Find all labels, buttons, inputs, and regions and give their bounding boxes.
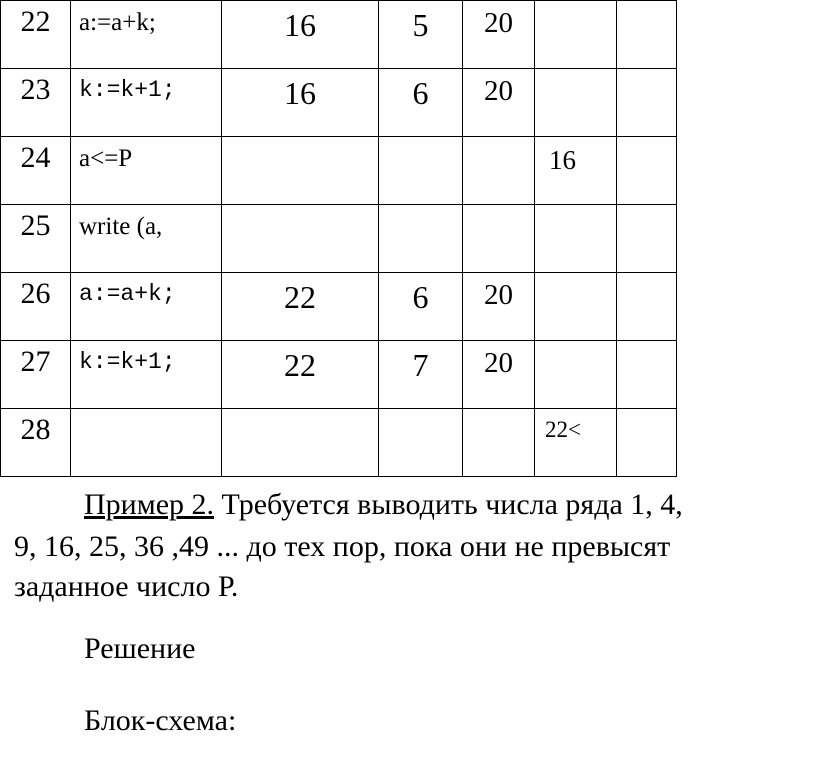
step-number-cell: 28	[1, 409, 71, 477]
value-k-cell	[379, 409, 463, 477]
value-p-cell: 20	[463, 1, 535, 69]
table-row	[1, 1, 677, 69]
value-k-cell: 6	[379, 273, 463, 341]
table-row	[1, 273, 677, 341]
condition-cell	[535, 205, 617, 273]
value-a-cell	[222, 205, 379, 273]
example-text-1: Требуется выводить числа ряда 1, 4,	[214, 488, 683, 521]
statement-cell: k:=k+1;	[71, 341, 222, 409]
condition-cell	[535, 273, 617, 341]
value-a-cell	[222, 137, 379, 205]
statement-cell: a<=P	[71, 137, 222, 205]
example-line-2: 9, 16, 25, 36 ,49 ... до тех пор, пока они не превысят	[14, 530, 671, 563]
value-a-cell: 22	[222, 273, 379, 341]
value-p-cell	[463, 137, 535, 205]
solution-heading: Решение	[84, 632, 196, 665]
table-row	[1, 69, 677, 137]
value-k-cell	[379, 205, 463, 273]
empty-cell	[617, 1, 677, 69]
value-p-cell	[463, 205, 535, 273]
value-k-cell: 6	[379, 69, 463, 137]
empty-cell	[617, 137, 677, 205]
statement-cell: write (a,	[71, 205, 222, 273]
value-k-cell: 5	[379, 1, 463, 69]
table-row	[1, 137, 677, 205]
condition-cell	[535, 341, 617, 409]
statement-cell: k:=k+1;	[71, 69, 222, 137]
step-number-cell: 22	[1, 1, 71, 69]
value-k-cell	[379, 137, 463, 205]
value-p-cell	[463, 409, 535, 477]
value-k-cell: 7	[379, 341, 463, 409]
step-number-cell: 26	[1, 273, 71, 341]
empty-cell	[617, 205, 677, 273]
value-p-cell: 20	[463, 341, 535, 409]
value-a-cell: 16	[222, 69, 379, 137]
empty-cell	[617, 409, 677, 477]
empty-cell	[617, 69, 677, 137]
example-line-3: заданное число Р.	[14, 570, 239, 603]
table-row	[1, 409, 677, 477]
statement-cell: a:=a+k;	[71, 1, 222, 69]
empty-cell	[617, 341, 677, 409]
condition-cell	[535, 69, 617, 137]
condition-cell: 16	[535, 137, 617, 205]
example-label: Пример 2.	[84, 488, 215, 521]
value-a-cell: 22	[222, 341, 379, 409]
value-a-cell: 16	[222, 1, 379, 69]
step-number-cell: 27	[1, 341, 71, 409]
statement-cell	[71, 409, 222, 477]
value-a-cell	[222, 409, 379, 477]
condition-cell: 22<	[535, 409, 617, 477]
table-row	[1, 205, 677, 273]
step-number-cell: 24	[1, 137, 71, 205]
table-row	[1, 341, 677, 409]
example-line-1	[84, 486, 683, 524]
step-number-cell: 23	[1, 69, 71, 137]
value-p-cell: 20	[463, 69, 535, 137]
flowchart-heading: Блок-схема:	[84, 704, 237, 737]
empty-cell	[617, 273, 677, 341]
step-number-cell: 25	[1, 205, 71, 273]
statement-cell: a:=a+k;	[71, 273, 222, 341]
condition-cell	[535, 1, 617, 69]
value-p-cell: 20	[463, 273, 535, 341]
